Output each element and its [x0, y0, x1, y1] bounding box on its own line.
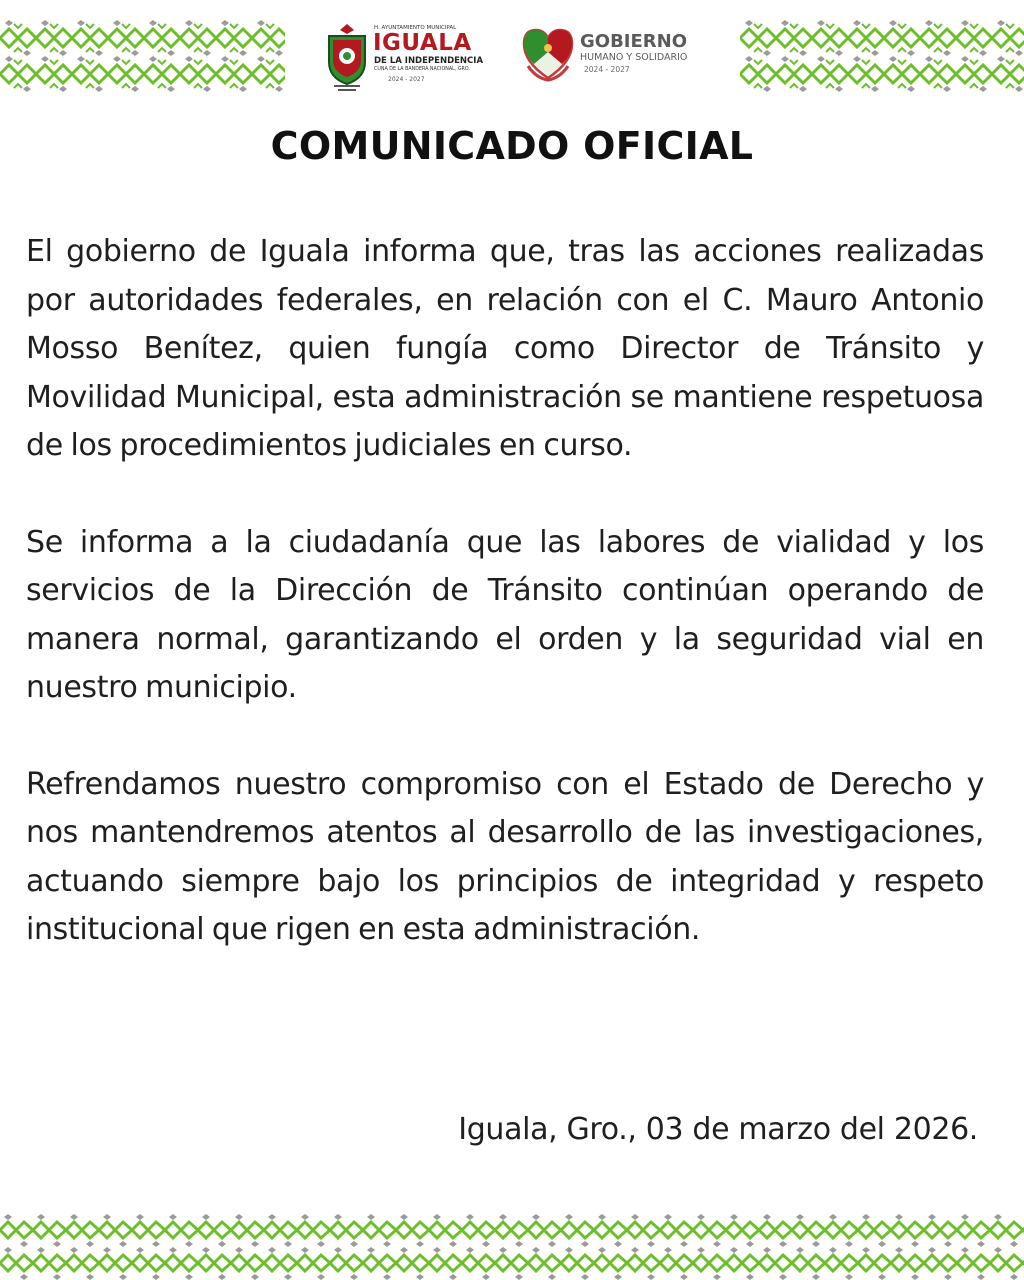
decorative-pattern-bottom [0, 1214, 1024, 1280]
gobierno-logo-subtitle: HUMANO Y SOLIDARIO [580, 52, 688, 63]
iguala-logo-top-line: H. AYUNTAMIENTO MUNICIPAL [374, 25, 457, 31]
decorative-pattern-top-left [0, 20, 285, 92]
iguala-logo-tagline: CUNA DE LA BANDERA NACIONAL, GRO. [374, 67, 470, 72]
iguala-logo-years: 2024 - 2027 [388, 76, 425, 83]
heart-hands-icon [518, 22, 578, 84]
decorative-pattern-top-right [740, 20, 1024, 92]
paragraph-3: Refrendamos nuestro compromiso con el Estado de Derecho y nos mantendremos atentos al desarrollo de las investigaciones, actuando siempre bajo los principios de integridad y respeto institucional que rigen en esta administración. [26, 766, 984, 947]
statement-body [26, 228, 984, 1003]
paragraph-2: Se informa a la ciudadanía que las labores de vialidad y los servicios de la Dirección de Tránsito continúan operando de manera normal, garantizando el orden y la seguridad vial en nuestro municipio. [26, 524, 984, 705]
iguala-logo-subtitle: DE LA INDEPENDENCIA [374, 56, 484, 66]
gobierno-logo [518, 22, 718, 86]
paragraph-1: El gobierno de Iguala informa que, tras las acciones realizadas por autoridades federales, en relación con el C. Mauro Antonio Mosso Benítez, quien fungía como Director de Tránsito y Movilidad Municipal, esta administración se mantiene respetuosa de los procedimientos judiciales en curso. [26, 234, 984, 463]
gobierno-logo-name: GOBIERNO [580, 31, 688, 52]
iguala-logo [322, 22, 482, 94]
gobierno-logo-years: 2024 - 2027 [584, 65, 630, 74]
iguala-logo-name: IGUALA [373, 30, 472, 56]
place-and-date: Iguala, Gro., 03 de marzo del 2026. [458, 1112, 978, 1147]
iguala-coat-of-arms-icon [322, 22, 372, 94]
page-title: COMUNICADO OFICIAL [270, 124, 754, 168]
